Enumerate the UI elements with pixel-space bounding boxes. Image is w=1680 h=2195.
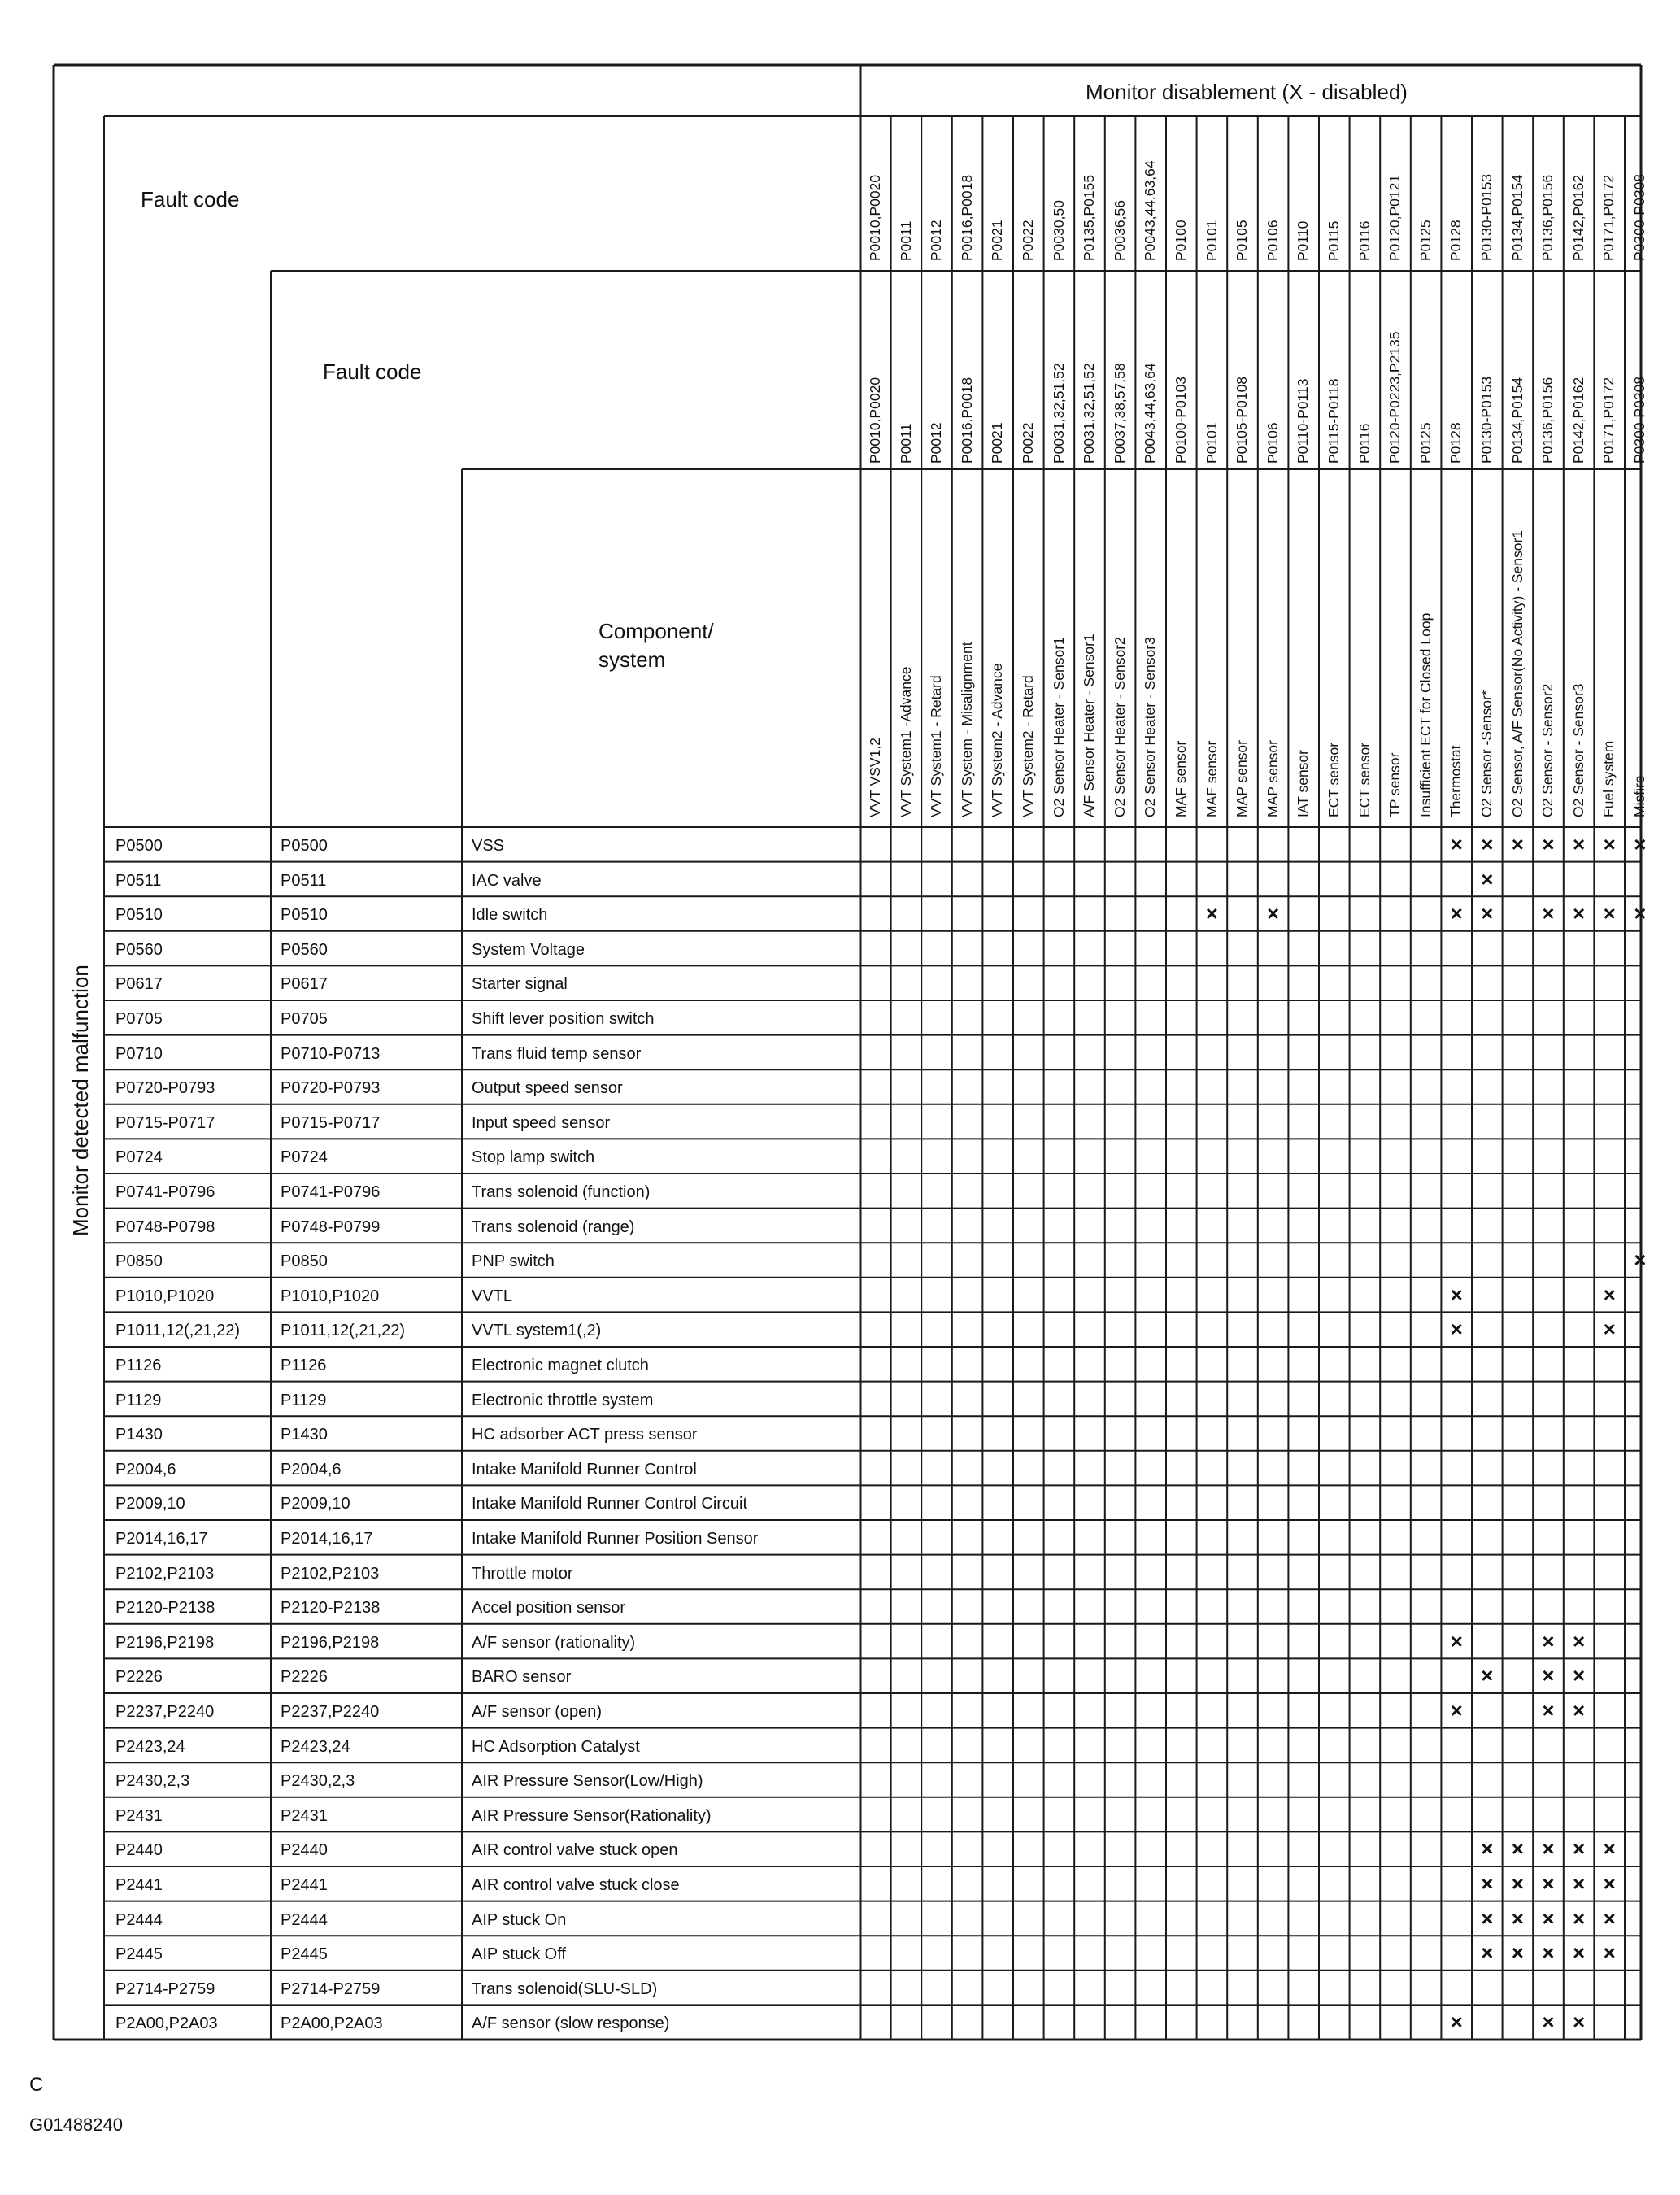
row-fault-code-2: P2445 [281, 1945, 328, 1964]
col-fault-code-1: P0022 [1020, 220, 1036, 261]
row-component: AIR Pressure Sensor(Rationality) [472, 1806, 712, 1825]
disabled-mark: × [1603, 832, 1616, 856]
disabled-mark: × [1603, 1282, 1616, 1307]
row-fault-code-2: P2444 [281, 1910, 328, 1929]
row-fault-code-1: P0617 [115, 975, 163, 994]
row-component: A/F sensor (open) [472, 1703, 603, 1721]
disabled-mark: × [1481, 866, 1494, 891]
col-component: VVT System1 -Advance [897, 666, 914, 817]
disabled-mark: × [1450, 1628, 1463, 1653]
row-component: A/F sensor (rationality) [472, 1633, 636, 1652]
col-component: VVT VSV1,2 [867, 738, 883, 817]
col-fault-code-2: P0115-P0118 [1325, 378, 1342, 464]
col-component: Fuel system [1600, 740, 1617, 817]
disabled-mark: × [1634, 832, 1647, 856]
fault-code-header-2: Fault code [323, 359, 422, 384]
row-component: AIR control valve stuck open [472, 1841, 678, 1860]
col-fault-code-1: P0130-P0153 [1478, 173, 1495, 261]
col-fault-code-1: P0128 [1447, 220, 1465, 261]
disabled-mark: × [1481, 901, 1494, 926]
disabled-mark: × [1450, 832, 1463, 856]
col-component: Insufficient ECT for Closed Loop [1417, 612, 1434, 817]
col-fault-code-2: P0031,32,51,52 [1050, 363, 1067, 464]
row-component: HC adsorber ACT press sensor [472, 1426, 698, 1444]
col-component: O2 Sensor Heater - Sensor2 [1111, 637, 1128, 817]
row-component: Shift lever position switch [472, 1010, 655, 1028]
disabled-mark: × [1542, 1905, 1555, 1931]
col-fault-code-1: P0142,P0162 [1569, 174, 1586, 261]
row-fault-code-1: P0748-P0798 [115, 1217, 215, 1236]
row-fault-code-1: P2714-P2759 [115, 1979, 215, 1998]
col-fault-code-1: P0136,P0156 [1539, 174, 1556, 261]
row-fault-code-2: P2009,10 [281, 1495, 350, 1513]
row-component: AIP stuck On [472, 1910, 567, 1929]
col-fault-code-2: P0031,32,51,52 [1081, 363, 1098, 464]
row-fault-code-1: P2102,P2103 [115, 1564, 215, 1583]
col-fault-code-1: P0300-P0308 [1631, 173, 1647, 261]
col-fault-code-1: P0030,50 [1050, 200, 1067, 261]
disabled-mark: × [1573, 1905, 1586, 1931]
disabled-mark: × [1542, 2010, 1555, 2035]
col-fault-code-1: P0101 [1203, 220, 1220, 261]
disabled-mark: × [1267, 901, 1280, 926]
col-fault-code-2: P0021 [989, 422, 1006, 464]
row-component: Starter signal [472, 975, 568, 994]
col-component: VVT System1 - Retard [928, 675, 945, 817]
row-component: Accel position sensor [472, 1599, 625, 1618]
row-component: PNP switch [472, 1252, 555, 1271]
col-component: TP sensor [1386, 752, 1404, 817]
row-component: Intake Manifold Runner Control Circuit [472, 1495, 748, 1513]
row-component: VSS [472, 837, 505, 855]
disabled-mark: × [1205, 901, 1218, 926]
disabled-mark: × [1542, 1871, 1555, 1896]
row-component: Electronic throttle system [472, 1391, 654, 1409]
disabled-mark: × [1542, 1663, 1555, 1688]
disabled-mark: × [1450, 2010, 1463, 2035]
side-label: Monitor detected malfunction [68, 965, 93, 1236]
col-fault-code-1: P0120,P0121 [1386, 174, 1404, 261]
col-fault-code-2: P0037,38,57,58 [1111, 363, 1128, 464]
col-component: IAT sensor [1295, 750, 1312, 817]
col-fault-code-1: P0105 [1234, 220, 1251, 261]
row-component: Trans fluid temp sensor [472, 1044, 642, 1063]
row-fault-code-2: P2423,24 [281, 1737, 350, 1756]
row-fault-code-1: P2120-P2138 [115, 1599, 215, 1618]
row-fault-code-2: P0715-P0717 [281, 1113, 381, 1132]
col-fault-code-2: P0100-P0103 [1173, 376, 1189, 464]
table-title: Monitor disablement (X - disabled) [1086, 80, 1408, 104]
row-fault-code-2: P2014,16,17 [281, 1530, 373, 1548]
col-fault-code-2: P0011 [897, 423, 914, 464]
row-component: AIR control valve stuck close [472, 1876, 680, 1894]
col-fault-code-2: P0142,P0162 [1569, 377, 1586, 464]
col-component: VVT System2 - Advance [989, 663, 1006, 817]
row-component: IAC valve [472, 871, 542, 890]
col-component: O2 Sensor Heater - Sensor1 [1050, 637, 1067, 817]
disabled-mark: × [1481, 1905, 1494, 1931]
row-fault-code-2: P0850 [281, 1252, 328, 1271]
disabled-mark: × [1573, 1940, 1586, 1966]
disabled-mark: × [1481, 1871, 1494, 1896]
row-component: A/F sensor (slow response) [472, 2014, 670, 2033]
row-component: Trans solenoid (function) [472, 1183, 651, 1201]
row-fault-code-2: P2714-P2759 [281, 1979, 381, 1998]
row-fault-code-2: P0724 [281, 1148, 328, 1167]
row-fault-code-1: P0510 [115, 906, 163, 925]
row-component: HC Adsorption Catalyst [472, 1737, 640, 1756]
disabled-mark: × [1603, 1317, 1616, 1342]
row-component: BARO sensor [472, 1668, 572, 1687]
row-fault-code-1: P2237,P2240 [115, 1703, 215, 1721]
col-component: MAP sensor [1234, 740, 1251, 817]
row-fault-code-1: P2430,2,3 [115, 1772, 190, 1791]
row-fault-code-2: P0705 [281, 1010, 328, 1028]
col-fault-code-1: P0116 [1356, 220, 1373, 261]
row-fault-code-1: P2009,10 [115, 1495, 185, 1513]
col-fault-code-2: P0106 [1264, 422, 1281, 464]
row-fault-code-1: P2440 [115, 1841, 163, 1860]
disabled-mark: × [1573, 1663, 1586, 1688]
disabled-mark: × [1542, 1628, 1555, 1653]
col-component: MAP sensor [1264, 740, 1281, 817]
disabled-mark: × [1573, 2010, 1586, 2035]
disabled-mark: × [1511, 1905, 1524, 1931]
row-component: Intake Manifold Runner Position Sensor [472, 1530, 759, 1548]
disabled-mark: × [1603, 1836, 1616, 1862]
row-fault-code-1: P2196,P2198 [115, 1633, 215, 1652]
col-component: Misfire [1631, 775, 1647, 817]
row-fault-code-1: P0724 [115, 1148, 163, 1167]
row-fault-code-2: P2196,P2198 [281, 1633, 380, 1652]
row-fault-code-1: P2014,16,17 [115, 1530, 208, 1548]
row-fault-code-2: P2120-P2138 [281, 1599, 381, 1618]
row-component: System Voltage [472, 940, 585, 959]
row-fault-code-1: P0720-P0793 [115, 1079, 215, 1098]
col-fault-code-2: P0171,P0172 [1600, 377, 1617, 464]
row-fault-code-2: P2A00,P2A03 [281, 2014, 383, 2033]
row-fault-code-2: P2440 [281, 1841, 328, 1860]
disabled-mark: × [1573, 1836, 1586, 1862]
col-fault-code-2: P0016,P0018 [958, 377, 975, 464]
row-component: Throttle motor [472, 1564, 573, 1583]
disabled-mark: × [1542, 1940, 1555, 1966]
disabled-mark: × [1511, 832, 1524, 856]
row-fault-code-2: P1430 [281, 1426, 328, 1444]
disabled-mark: × [1603, 1905, 1616, 1931]
col-fault-code-2: P0120-P0223,P2135 [1386, 331, 1404, 464]
row-component: Output speed sensor [472, 1079, 623, 1098]
row-component: Electronic magnet clutch [472, 1357, 649, 1374]
col-fault-code-1: P0016,P0018 [958, 174, 975, 261]
row-fault-code-2: P2237,P2240 [281, 1703, 380, 1721]
fault-code-header-1: Fault code [141, 187, 240, 211]
col-fault-code-1: P0043,44,63,64 [1142, 160, 1159, 261]
disabled-mark: × [1481, 1940, 1494, 1966]
col-fault-code-1: P0134,P0154 [1508, 174, 1525, 261]
col-component: VVT System2 - Retard [1020, 675, 1036, 817]
row-fault-code-1: P1129 [115, 1391, 162, 1409]
row-component: AIR Pressure Sensor(Low/High) [472, 1772, 703, 1791]
component-header-line1: Component/ [598, 619, 714, 643]
row-component: Stop lamp switch [472, 1148, 595, 1167]
row-fault-code-2: P0710-P0713 [281, 1044, 381, 1063]
disabled-mark: × [1634, 901, 1647, 926]
col-fault-code-1: P0171,P0172 [1600, 174, 1617, 261]
col-fault-code-2: P0101 [1203, 422, 1220, 464]
row-fault-code-2: P2004,6 [281, 1460, 342, 1479]
col-fault-code-1: P0100 [1173, 220, 1189, 261]
disabled-mark: × [1573, 901, 1586, 926]
disabled-mark: × [1450, 901, 1463, 926]
row-fault-code-1: P0850 [115, 1252, 163, 1271]
row-fault-code-2: P0720-P0793 [281, 1079, 381, 1098]
col-component: Thermostat [1447, 745, 1465, 817]
row-fault-code-1: P2A00,P2A03 [115, 2014, 218, 2033]
row-fault-code-2: P1011,12(,21,22) [281, 1322, 406, 1340]
row-fault-code-1: P2431 [115, 1806, 163, 1825]
disabled-mark: × [1573, 1698, 1586, 1722]
row-fault-code-1: P0560 [115, 940, 163, 959]
row-fault-code-1: P0511 [115, 871, 162, 890]
col-component: MAF sensor [1203, 740, 1220, 817]
row-fault-code-2: P0741-P0796 [281, 1183, 381, 1201]
component-header-line2: system [598, 647, 666, 672]
figure-id: G01488240 [29, 2114, 123, 2135]
disabled-mark: × [1573, 832, 1586, 856]
col-fault-code-1: P0021 [989, 220, 1006, 261]
disabled-mark: × [1542, 1698, 1555, 1722]
disabled-mark: × [1450, 1282, 1463, 1307]
row-fault-code-1: P0741-P0796 [115, 1183, 215, 1201]
col-component: O2 Sensor -Sensor* [1478, 690, 1495, 817]
col-fault-code-1: P0110 [1295, 220, 1312, 261]
col-fault-code-1: P0125 [1417, 220, 1434, 261]
row-fault-code-2: P0617 [281, 975, 328, 994]
col-fault-code-2: P0012 [928, 422, 945, 464]
disabled-mark: × [1481, 832, 1494, 856]
row-component: Trans solenoid(SLU-SLD) [472, 1979, 658, 1998]
col-component: VVT System - Misalignment [958, 642, 975, 817]
row-fault-code-2: P2441 [281, 1876, 328, 1894]
row-fault-code-2: P1126 [281, 1357, 327, 1374]
row-fault-code-1: P2441 [115, 1876, 163, 1894]
disabled-mark: × [1481, 1836, 1494, 1862]
row-component: Input speed sensor [472, 1113, 611, 1132]
disabled-mark: × [1450, 1698, 1463, 1722]
col-fault-code-1: P0106 [1264, 220, 1281, 261]
col-component: MAF sensor [1173, 740, 1189, 817]
col-fault-code-1: P0135,P0155 [1081, 174, 1098, 261]
row-fault-code-1: P2445 [115, 1945, 163, 1964]
footer-letter: C [29, 2074, 44, 2096]
row-fault-code-1: P1010,P1020 [115, 1287, 215, 1305]
row-fault-code-2: P2430,2,3 [281, 1772, 355, 1791]
disabled-mark: × [1450, 1317, 1463, 1342]
col-fault-code-2: P0125 [1417, 422, 1434, 464]
disabled-mark: × [1481, 1663, 1494, 1688]
row-fault-code-1: P0705 [115, 1010, 163, 1028]
row-fault-code-2: P2226 [281, 1668, 328, 1687]
disabled-mark: × [1634, 1248, 1647, 1273]
row-fault-code-1: P0500 [115, 837, 163, 855]
row-fault-code-1: P1126 [115, 1357, 162, 1374]
disabled-mark: × [1573, 1871, 1586, 1896]
row-fault-code-2: P0560 [281, 940, 328, 959]
row-fault-code-1: P2423,24 [115, 1737, 185, 1756]
disabled-mark: × [1603, 901, 1616, 926]
row-component: Intake Manifold Runner Control [472, 1460, 697, 1479]
row-fault-code-2: P2102,P2103 [281, 1564, 380, 1583]
col-fault-code-2: P0010,P0020 [867, 377, 883, 464]
row-fault-code-2: P0500 [281, 837, 328, 855]
disabled-mark: × [1542, 901, 1555, 926]
disabled-mark: × [1511, 1836, 1524, 1862]
row-fault-code-1: P2226 [115, 1668, 163, 1687]
col-component: ECT sensor [1356, 742, 1373, 817]
row-fault-code-1: P2004,6 [115, 1460, 176, 1479]
col-fault-code-2: P0022 [1020, 422, 1036, 464]
row-fault-code-1: P0710 [115, 1044, 163, 1063]
col-component: A/F Sensor Heater - Sensor1 [1081, 634, 1098, 817]
disabled-mark: × [1542, 832, 1555, 856]
col-fault-code-2: P0105-P0108 [1234, 376, 1251, 464]
row-fault-code-2: P0510 [281, 906, 328, 925]
disabled-mark: × [1603, 1871, 1616, 1896]
row-fault-code-2: P0748-P0799 [281, 1217, 381, 1236]
row-fault-code-2: P1010,P1020 [281, 1287, 380, 1305]
disabled-mark: × [1603, 1940, 1616, 1966]
row-component: Trans solenoid (range) [472, 1217, 635, 1236]
col-fault-code-1: P0011 [897, 220, 914, 261]
disabled-mark: × [1511, 1940, 1524, 1966]
disabled-mark: × [1511, 1871, 1524, 1896]
col-component: O2 Sensor Heater - Sensor3 [1142, 637, 1159, 817]
row-fault-code-1: P1011,12(,21,22) [115, 1322, 241, 1340]
disabled-mark: × [1573, 1628, 1586, 1653]
row-fault-code-2: P2431 [281, 1806, 328, 1825]
col-fault-code-1: P0012 [928, 220, 945, 261]
row-component: VVTL [472, 1287, 513, 1305]
col-fault-code-2: P0110-P0113 [1295, 378, 1312, 464]
row-fault-code-1: P0715-P0717 [115, 1113, 215, 1132]
disabled-mark: × [1542, 1836, 1555, 1862]
col-fault-code-2: P0136,P0156 [1539, 377, 1556, 464]
col-component: O2 Sensor, A/F Sensor(No Activity) - Sensor1 [1508, 529, 1525, 817]
col-fault-code-2: P0134,P0154 [1508, 377, 1525, 464]
col-component: O2 Sensor - Sensor2 [1539, 683, 1556, 817]
row-fault-code-1: P2444 [115, 1910, 163, 1929]
col-fault-code-2: P0300-P0308 [1631, 376, 1647, 464]
col-component: O2 Sensor - Sensor3 [1569, 683, 1586, 817]
row-fault-code-2: P0511 [281, 871, 327, 890]
col-fault-code-2: P0128 [1447, 422, 1465, 464]
col-fault-code-2: P0043,44,63,64 [1142, 363, 1159, 464]
row-component: AIP stuck Off [472, 1945, 566, 1964]
col-fault-code-1: P0010,P0020 [867, 174, 883, 261]
row-fault-code-2: P1129 [281, 1391, 327, 1409]
row-component: VVTL system1(,2) [472, 1322, 602, 1340]
col-fault-code-2: P0116 [1356, 423, 1373, 464]
col-fault-code-1: P0036,56 [1111, 200, 1128, 261]
row-component: Idle switch [472, 906, 548, 925]
col-component: ECT sensor [1325, 742, 1342, 817]
col-fault-code-1: P0115 [1325, 220, 1342, 261]
row-fault-code-1: P1430 [115, 1426, 163, 1444]
col-fault-code-2: P0130-P0153 [1478, 376, 1495, 464]
